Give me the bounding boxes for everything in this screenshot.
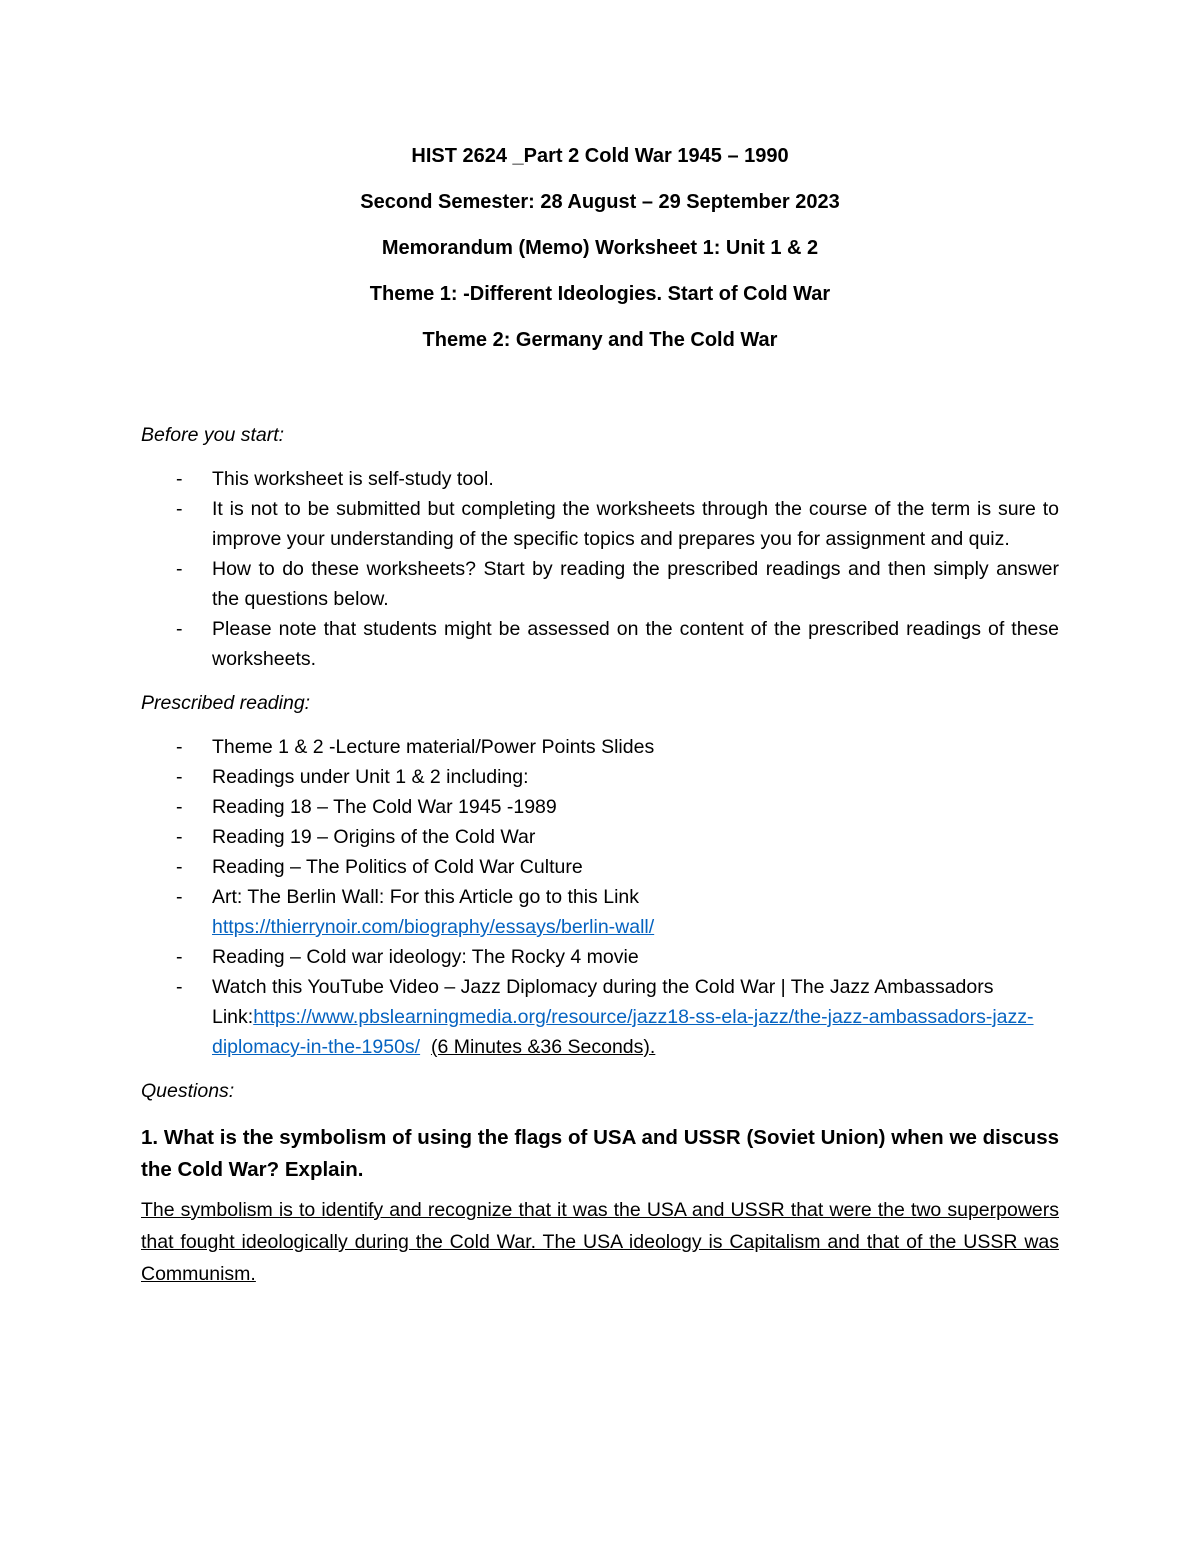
bullet-dash: - bbox=[176, 976, 183, 998]
list-item-text: Please note that students might be assessed on the content of the prescribed readings of these worksheets. bbox=[212, 618, 1059, 670]
bullet-dash: - bbox=[176, 558, 183, 580]
bullet-dash: - bbox=[176, 946, 183, 968]
berlin-wall-link[interactable]: https://thierrynoir.com/biography/essays/berlin-wall/ bbox=[212, 916, 655, 938]
theme-2-line: Theme 2: Germany and The Cold War bbox=[422, 329, 778, 351]
list-item bbox=[141, 852, 1059, 882]
jazz-video-link[interactable]: https://www.pbslearningmedia.org/resource/jazz18-ss-ela-jazz/the-jazz-ambassadors-jazz-diplomacy-in-the-1950s/ bbox=[212, 1006, 1034, 1058]
answer-1: The symbolism is to identify and recognize that it was the USA and USSR that were the two superpowers that fought ideologically during the Cold War. The USA ideology is Capitalism and that of the USSR was Communism. bbox=[141, 1199, 1059, 1285]
bullet-dash: - bbox=[176, 886, 183, 908]
list-item-jazz-video bbox=[141, 972, 1059, 1062]
list-item-text: Reading 18 – The Cold War 1945 -1989 bbox=[212, 796, 557, 818]
video-duration: (6 Minutes &36 Seconds). bbox=[430, 1036, 656, 1058]
document-header bbox=[0, 141, 1200, 371]
bullet-dash: - bbox=[176, 736, 183, 758]
list-item bbox=[141, 792, 1059, 822]
list-item bbox=[141, 732, 1059, 762]
list-item-text: This worksheet is self-study tool. bbox=[212, 468, 494, 490]
list-item-text: Reading 19 – Origins of the Cold War bbox=[212, 826, 536, 848]
questions-label: Questions: bbox=[141, 1080, 235, 1102]
bullet-dash: - bbox=[176, 856, 183, 878]
before-you-start-list bbox=[141, 464, 1059, 674]
bullet-dash: - bbox=[176, 468, 183, 490]
prescribed-reading-label: Prescribed reading: bbox=[141, 692, 311, 714]
list-item-text: Reading – Cold war ideology: The Rocky 4 movie bbox=[212, 946, 639, 968]
list-item bbox=[141, 942, 1059, 972]
list-item-text: Reading – The Politics of Cold War Culture bbox=[212, 856, 583, 878]
semester-line: Second Semester: 28 August – 29 September 2023 bbox=[360, 191, 840, 213]
list-item bbox=[141, 762, 1059, 792]
list-item bbox=[141, 464, 1059, 494]
list-item-text: Art: The Berlin Wall: For this Article go to this Link bbox=[212, 886, 639, 908]
bullet-dash: - bbox=[176, 618, 183, 640]
bullet-dash: - bbox=[176, 826, 183, 848]
before-you-start-label: Before you start: bbox=[141, 424, 285, 446]
list-item-text: How to do these worksheets? Start by reading the prescribed readings and then simply answer the questions below. bbox=[212, 558, 1059, 610]
question-1: 1. What is the symbolism of using the flags of USA and USSR (Soviet Union) when we discuss the Cold War? Explain. bbox=[141, 1126, 1059, 1181]
theme-1-line: Theme 1: -Different Ideologies. Start of Cold War bbox=[369, 283, 831, 305]
bullet-dash: - bbox=[176, 796, 183, 818]
list-item bbox=[141, 494, 1059, 554]
list-item-text: Theme 1 & 2 -Lecture material/Power Points Slides bbox=[212, 736, 655, 758]
video-link-prefix: Link: bbox=[212, 1006, 254, 1028]
worksheet-title: Memorandum (Memo) Worksheet 1: Unit 1 & 2 bbox=[381, 237, 819, 259]
list-item bbox=[141, 822, 1059, 852]
prescribed-reading-list bbox=[141, 732, 1059, 1062]
list-item-text: It is not to be submitted but completing the worksheets through the course of the term is sure to improve your understanding of the specific topics and prepares you for assignment and quiz. bbox=[212, 498, 1059, 550]
document-body bbox=[141, 420, 1059, 1290]
list-item-text: Readings under Unit 1 & 2 including: bbox=[212, 766, 529, 788]
course-title: HIST 2624 _Part 2 Cold War 1945 – 1990 bbox=[411, 145, 789, 167]
list-item bbox=[141, 554, 1059, 614]
list-item-berlin-wall bbox=[141, 882, 1059, 942]
list-item-text: Watch this YouTube Video – Jazz Diplomacy during the Cold War | The Jazz Ambassadors bbox=[212, 976, 994, 998]
bullet-dash: - bbox=[176, 498, 183, 520]
list-item bbox=[141, 614, 1059, 674]
bullet-dash: - bbox=[176, 766, 183, 788]
